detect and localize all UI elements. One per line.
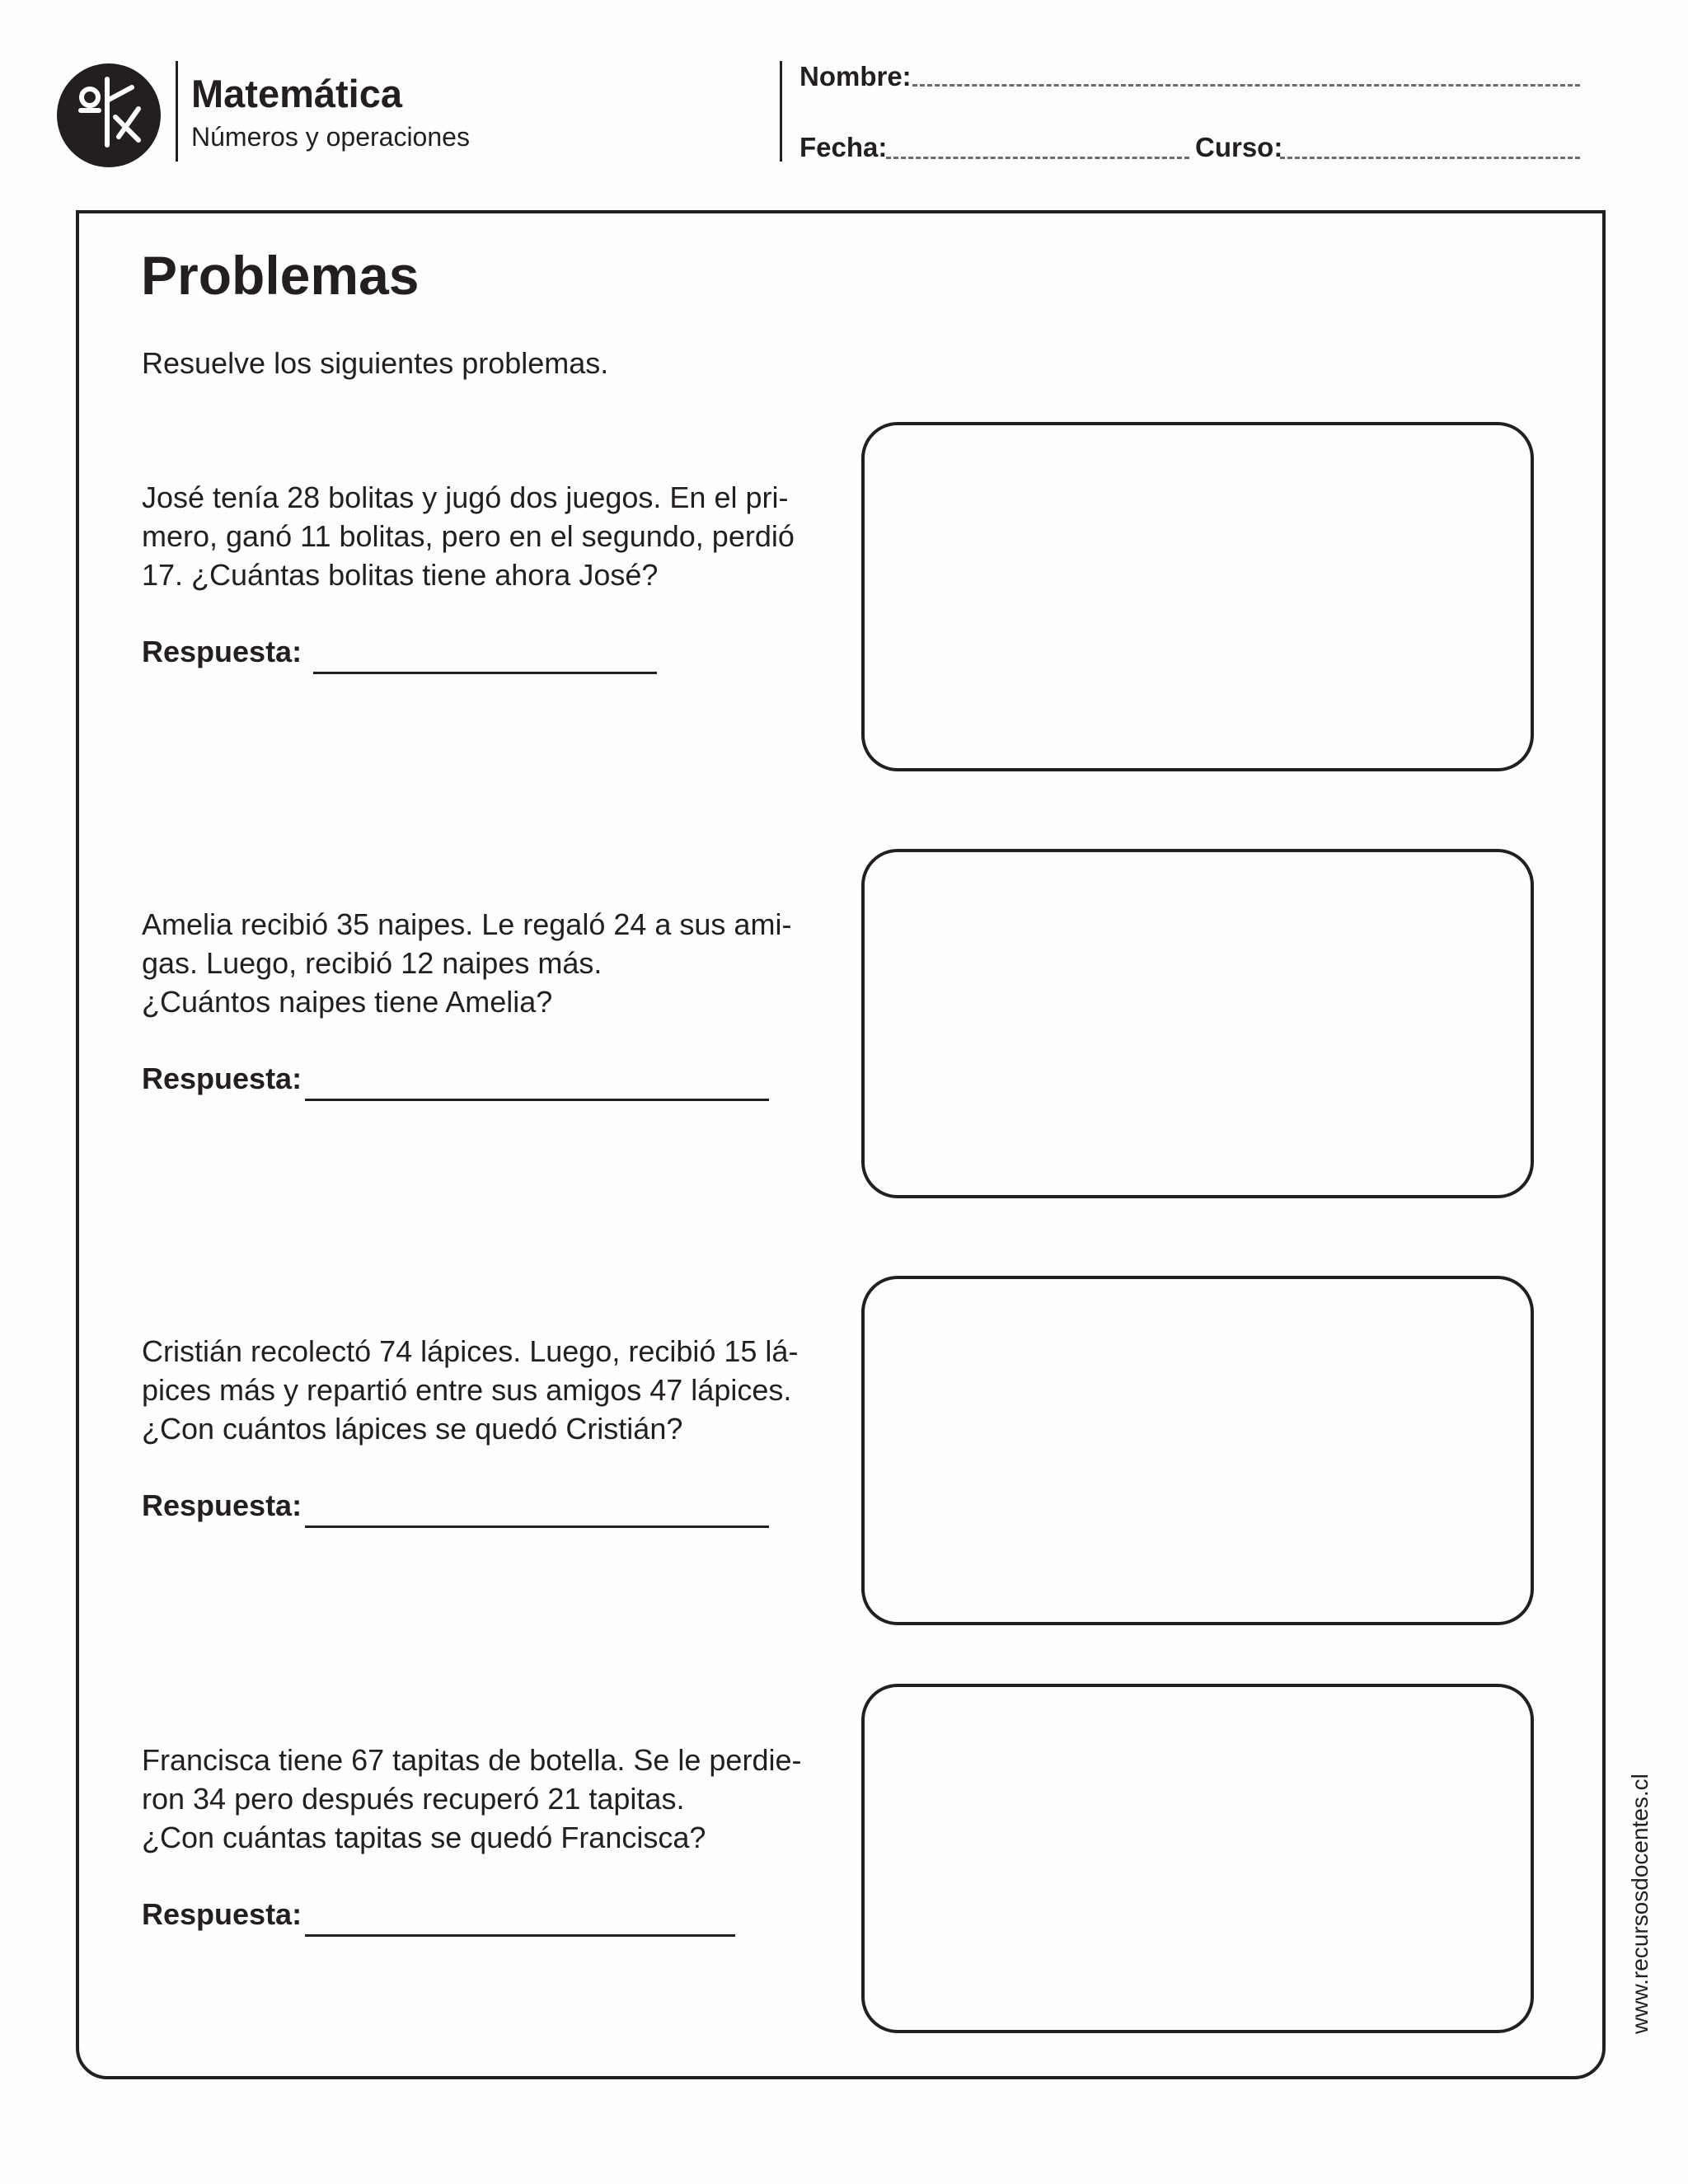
- curso-field[interactable]: [1280, 157, 1580, 159]
- problem-line: José tenía 28 bolitas y jugó dos juegos. En el pri-: [142, 480, 789, 514]
- fecha-field[interactable]: [886, 157, 1189, 159]
- work-box-1[interactable]: [861, 422, 1534, 771]
- problem-4-text: [142, 1741, 834, 1857]
- instructions: Resuelve los siguientes problemas.: [142, 346, 609, 380]
- problem-2-text: [142, 905, 834, 1021]
- page-title: Problemas: [141, 245, 420, 306]
- work-box-4[interactable]: [861, 1684, 1534, 2033]
- answer-field-4[interactable]: [305, 1934, 735, 1937]
- answer-label-2: Respuesta:: [142, 1062, 302, 1095]
- logo-icon: [56, 63, 162, 168]
- problem-3-text: [142, 1332, 834, 1448]
- answer-label-3: Respuesta:: [142, 1488, 302, 1522]
- answer-field-2[interactable]: [305, 1099, 769, 1101]
- answer-field-1[interactable]: [313, 672, 657, 674]
- problem-line: Francisca tiene 67 tapitas de botella. Se le perdie-: [142, 1743, 802, 1777]
- work-box-3[interactable]: [861, 1276, 1534, 1625]
- header-divider: [176, 61, 178, 162]
- problem-line: mero, ganó 11 bolitas, pero en el segundo, perdió: [142, 519, 795, 553]
- problem-line: gas. Luego, recibió 12 naipes más.: [142, 946, 603, 980]
- problem-line: ¿Cuántos naipes tiene Amelia?: [142, 985, 553, 1019]
- curso-label: Curso:: [1195, 132, 1283, 162]
- fields-divider: [780, 61, 782, 162]
- answer-field-3[interactable]: [305, 1526, 769, 1528]
- problem-line: ron 34 pero después recuperó 21 tapitas.: [142, 1782, 685, 1816]
- problem-line: ¿Con cuántas tapitas se quedó Francisca?: [142, 1821, 706, 1854]
- answer-label-1: Respuesta:: [142, 635, 302, 668]
- problem-line: Cristián recolectó 74 lápices. Luego, recibió 15 lá-: [142, 1334, 799, 1368]
- answer-label-4: Respuesta:: [142, 1897, 302, 1931]
- work-box-2[interactable]: [861, 849, 1534, 1198]
- nombre-field[interactable]: [912, 84, 1580, 87]
- fecha-label: Fecha:: [799, 132, 888, 162]
- problem-1-text: [142, 478, 834, 594]
- problem-line: 17. ¿Cuántas bolitas tiene ahora José?: [142, 558, 659, 592]
- problem-line: Amelia recibió 35 naipes. Le regaló 24 a sus ami-: [142, 907, 792, 941]
- problem-line: pices más y repartió entre sus amigos 47 lápices.: [142, 1373, 792, 1407]
- subject-title: Matemática: [191, 72, 402, 115]
- website-url: www.recursosdocentes.cl: [1627, 1774, 1653, 2034]
- nombre-label: Nombre:: [799, 61, 912, 91]
- topic-subtitle: Números y operaciones: [191, 122, 470, 152]
- problem-line: ¿Con cuántos lápices se quedó Cristián?: [142, 1412, 683, 1446]
